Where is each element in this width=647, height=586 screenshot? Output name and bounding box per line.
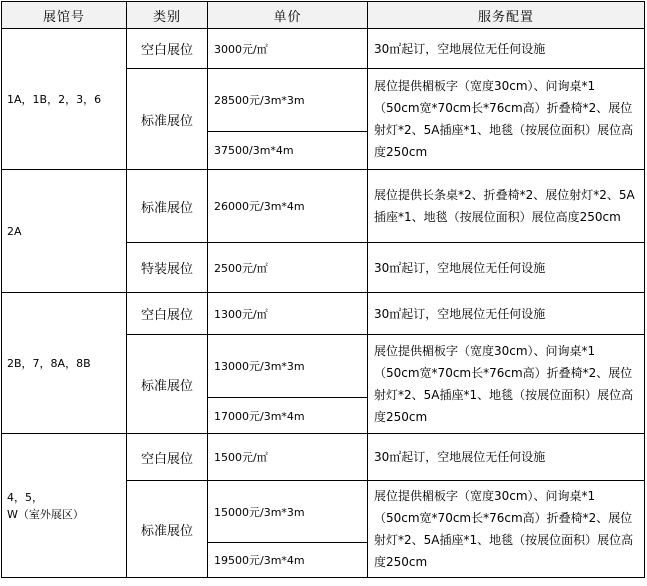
service-cell: 30㎡起订，空地展位无任何设施 bbox=[368, 293, 645, 335]
category-cell: 特装展位 bbox=[127, 243, 208, 293]
service-cell: 展位提供楣板字（宽度30cm）、问询桌*1（50cm宽*70cm长*76cm高）折叠椅*2、展位射灯*2、5A插座*1、地毯（按展位面积）展位高度250cm bbox=[368, 335, 645, 434]
table-row bbox=[2, 29, 645, 69]
header-service: 服务配置 bbox=[368, 2, 645, 29]
category-cell: 标准展位 bbox=[127, 481, 208, 578]
price-cell: 26000元/3m*4m bbox=[208, 170, 368, 243]
service-cell: 30㎡起订，空地展位无任何设施 bbox=[368, 434, 645, 481]
header-price: 单价 bbox=[208, 2, 368, 29]
category-cell: 空白展位 bbox=[127, 29, 208, 69]
price-cell: 13000元/3m*3m bbox=[208, 335, 368, 398]
table-row bbox=[2, 170, 645, 243]
price-cell: 15000元/3m*3m bbox=[208, 481, 368, 543]
price-cell: 2500元/㎡ bbox=[208, 243, 368, 293]
hall-cell bbox=[2, 434, 127, 578]
price-cell: 3000元/㎡ bbox=[208, 29, 368, 69]
service-cell: 展位提供楣板字（宽度30cm）、问询桌*1（50cm宽*70cm长*76cm高）折叠椅*2、展位射灯*2、5A插座*1、地毯（按展位面积）展位高度250cm bbox=[368, 69, 645, 170]
category-cell: 标准展位 bbox=[127, 335, 208, 434]
hall-cell: 2A bbox=[2, 170, 127, 293]
category-cell: 空白展位 bbox=[127, 434, 208, 481]
category-cell: 空白展位 bbox=[127, 293, 208, 335]
header-hall: 展馆号 bbox=[2, 2, 127, 29]
header-category: 类别 bbox=[127, 2, 208, 29]
hall-cell: 1A，1B，2，3，6 bbox=[2, 29, 127, 170]
price-cell: 17000元/3m*4m bbox=[208, 398, 368, 434]
booth-price-table bbox=[1, 1, 645, 578]
table-row bbox=[2, 293, 645, 335]
price-cell: 1500元/㎡ bbox=[208, 434, 368, 481]
price-cell: 1300元/㎡ bbox=[208, 293, 368, 335]
hall-cell: 2B，7，8A，8B bbox=[2, 293, 127, 434]
price-cell: 37500/3m*4m bbox=[208, 132, 368, 170]
service-cell: 展位提供长条桌*2、折叠椅*2、展位射灯*2、5A插座*1、地毯（按展位面积）展位高度250cm bbox=[368, 170, 645, 243]
table-row bbox=[2, 434, 645, 481]
table-header-row bbox=[2, 2, 645, 29]
hall-line: W（室外展区） bbox=[7, 507, 84, 521]
category-cell: 标准展位 bbox=[127, 170, 208, 243]
price-cell: 19500元/3m*4m bbox=[208, 543, 368, 578]
service-cell: 30㎡起订，空地展位无任何设施 bbox=[368, 243, 645, 293]
service-cell: 30㎡起订，空地展位无任何设施 bbox=[368, 29, 645, 69]
service-cell: 展位提供楣板字（宽度30cm）、问询桌*1（50cm宽*70cm长*76cm高）折叠椅*2、展位射灯*2、5A插座*1、地毯（按展位面积）展位高度250cm bbox=[368, 481, 645, 578]
hall-line: 4，5， bbox=[7, 490, 43, 504]
price-cell: 28500元/3m*3m bbox=[208, 69, 368, 132]
category-cell: 标准展位 bbox=[127, 69, 208, 170]
